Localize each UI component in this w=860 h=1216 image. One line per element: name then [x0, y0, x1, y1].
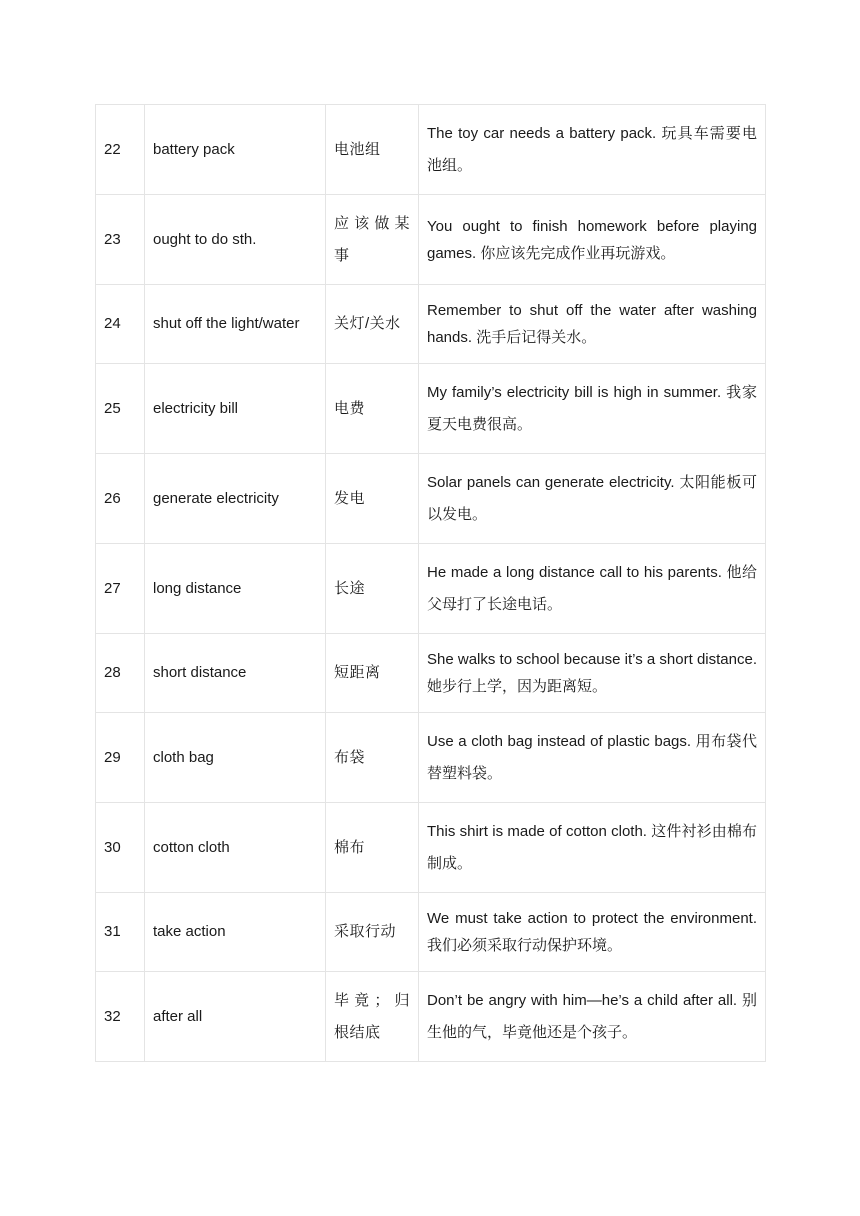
table-row: [96, 195, 766, 285]
phrase-cell: cloth bag: [145, 713, 326, 803]
phrase-cell: cotton cloth: [145, 803, 326, 893]
example-cell: My family’s electricity bill is high in summer. 我家夏天电费很高。: [419, 364, 766, 454]
table-row: [96, 972, 766, 1062]
meaning-cell: 布袋: [326, 713, 419, 803]
example-cell: Remember to shut off the water after washing hands. 洗手后记得关水。: [419, 285, 766, 364]
table-row: [96, 364, 766, 454]
meaning-cell: 棉布: [326, 803, 419, 893]
row-number: 23: [96, 195, 145, 285]
meaning-cell: 电池组: [326, 105, 419, 195]
phrase-cell: shut off the light/water: [145, 285, 326, 364]
row-number: 26: [96, 454, 145, 544]
vocabulary-table: [95, 104, 766, 1062]
row-number: 22: [96, 105, 145, 195]
example-cell: Use a cloth bag instead of plastic bags. 用布袋代替塑料袋。: [419, 713, 766, 803]
meaning-cell: 采取行动: [326, 893, 419, 972]
meaning-cell: 应该做某事: [326, 195, 419, 285]
table-row: [96, 454, 766, 544]
example-cell: You ought to finish homework before playing games. 你应该先完成作业再玩游戏。: [419, 195, 766, 285]
example-cell: She walks to school because it’s a short distance. 她步行上学，因为距离短。: [419, 634, 766, 713]
phrase-cell: electricity bill: [145, 364, 326, 454]
meaning-cell: 短距离: [326, 634, 419, 713]
table-row: [96, 893, 766, 972]
meaning-cell: 电费: [326, 364, 419, 454]
row-number: 25: [96, 364, 145, 454]
table-row: [96, 544, 766, 634]
phrase-cell: generate electricity: [145, 454, 326, 544]
row-number: 30: [96, 803, 145, 893]
example-cell: The toy car needs a battery pack. 玩具车需要电池组。: [419, 105, 766, 195]
phrase-cell: after all: [145, 972, 326, 1062]
phrase-cell: battery pack: [145, 105, 326, 195]
row-number: 27: [96, 544, 145, 634]
example-cell: Solar panels can generate electricity. 太阳能板可以发电。: [419, 454, 766, 544]
row-number: 29: [96, 713, 145, 803]
table-row: [96, 105, 766, 195]
meaning-cell: 毕竟；归根结底: [326, 972, 419, 1062]
meaning-cell: 发电: [326, 454, 419, 544]
example-cell: This shirt is made of cotton cloth. 这件衬衫由棉布制成。: [419, 803, 766, 893]
phrase-cell: long distance: [145, 544, 326, 634]
table-row: [96, 803, 766, 893]
row-number: 24: [96, 285, 145, 364]
row-number: 28: [96, 634, 145, 713]
meaning-cell: 关灯/关水: [326, 285, 419, 364]
example-cell: Don’t be angry with him—he’s a child after all. 别生他的气，毕竟他还是个孩子。: [419, 972, 766, 1062]
table-row: [96, 634, 766, 713]
row-number: 31: [96, 893, 145, 972]
example-cell: He made a long distance call to his parents. 他给父母打了长途电话。: [419, 544, 766, 634]
phrase-cell: ought to do sth.: [145, 195, 326, 285]
meaning-cell: 长途: [326, 544, 419, 634]
phrase-cell: short distance: [145, 634, 326, 713]
example-cell: We must take action to protect the environment. 我们必须采取行动保护环境。: [419, 893, 766, 972]
table-row: [96, 713, 766, 803]
table-row: [96, 285, 766, 364]
row-number: 32: [96, 972, 145, 1062]
phrase-cell: take action: [145, 893, 326, 972]
